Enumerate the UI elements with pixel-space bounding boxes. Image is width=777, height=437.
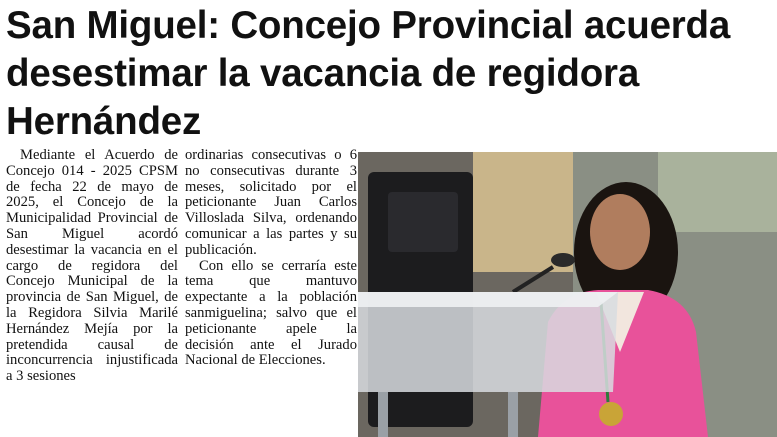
paragraph-1: Mediante el Acuerdo de Concejo 014 - 2025 CPSM de fecha 22 de mayo de 2025, el Concejo de la Municipalidad Provincial de San Miguel acordó desestimar la vacancia en el cargo de regidora del Concejo Municipal de la provincia de San Miguel, de la Regidora Silvia Marilé Hernández Mejía por la pretendida causal de inconcurrencia injustificada a 3 sesiones bbox=[6, 147, 178, 385]
article-column-2 bbox=[185, 148, 357, 369]
article-column-1 bbox=[6, 148, 178, 385]
woman-speaking-at-podium-photo bbox=[358, 152, 777, 437]
news-photo bbox=[358, 152, 777, 437]
headline: San Miguel: Concejo Provincial acuerda desestimar la vacancia de regidora Hernández bbox=[6, 4, 731, 143]
paragraph-1-continued: ordinarias consecutivas o 6 no consecutivas durante 3 meses, solicitado por el peticionante Juan Carlos Villoslada Silva, ordenando comunicar a las partes y su publicación. bbox=[185, 147, 357, 258]
paragraph-2: Con ello se cerraría este tema que mantuvo expectante a la población sanmiguelina; salvo que el peticionante apele la decisión ante el Jurado Nacional de Elecciones. bbox=[185, 257, 357, 369]
